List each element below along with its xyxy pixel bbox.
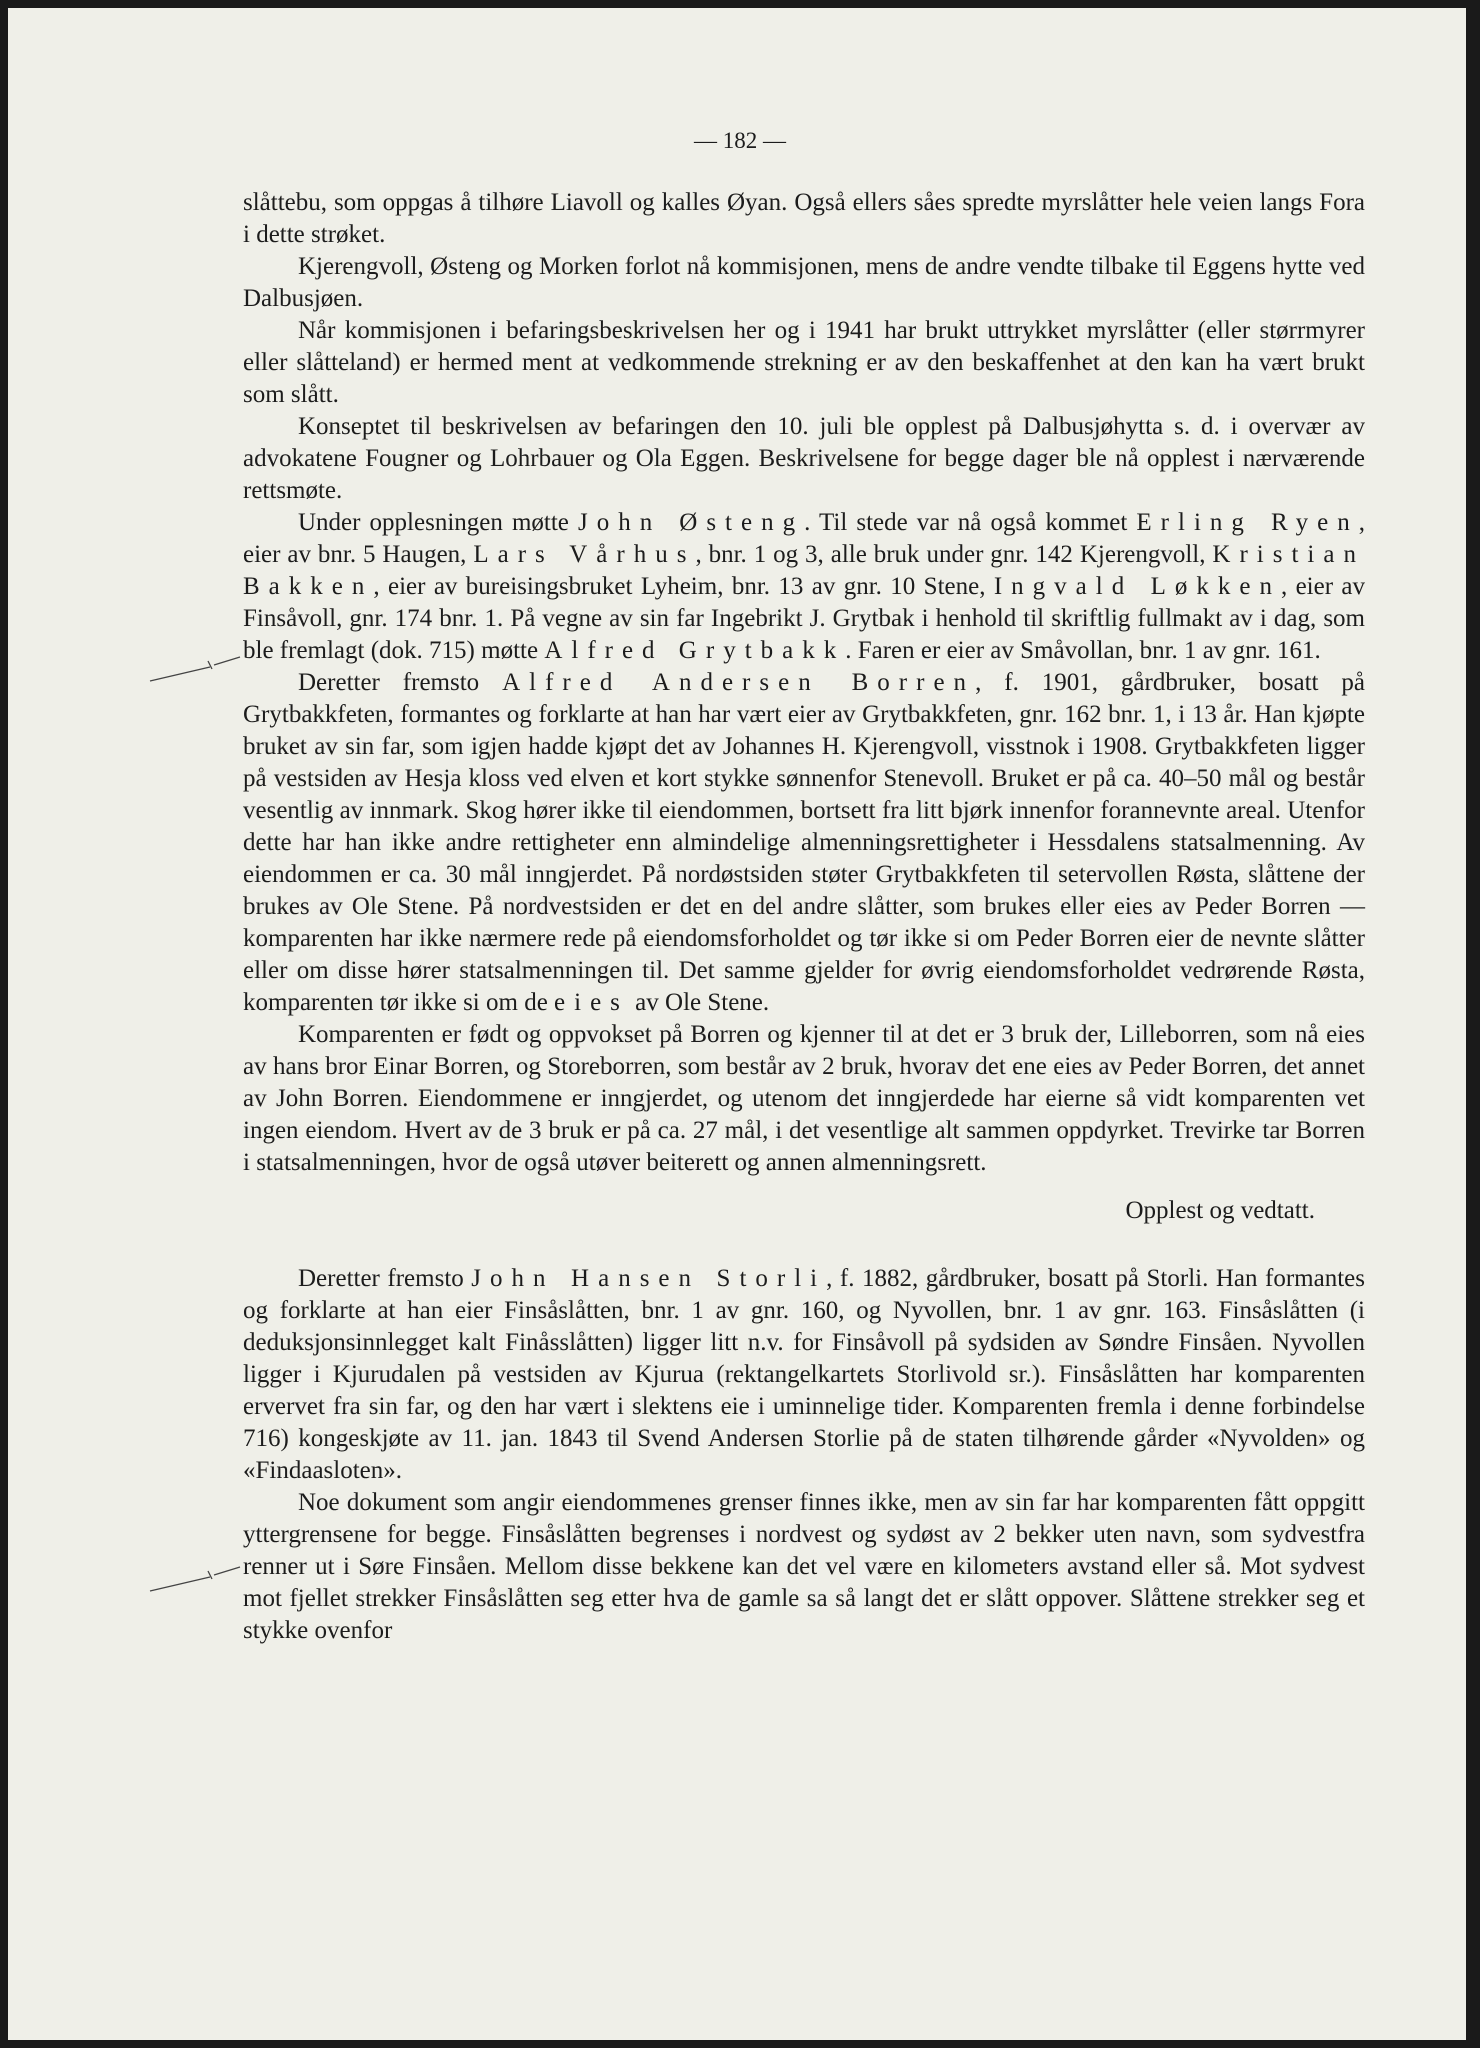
paragraph	[243, 1263, 1365, 1487]
text-run: Deretter fremsto	[298, 1265, 472, 1292]
paragraph	[243, 1019, 1365, 1179]
paragraph	[243, 315, 1365, 411]
paragraph	[243, 187, 1365, 251]
text-run: , f. 1901, gårdbruker, bosatt på Grytbakkfeten, formantes og forklarte at han har vært eier av Grytbakkfeten, gnr. 162 bnr. 1, i 13 år. Han kjøpte bruket av sin far, som igjen hadde kjøpt det av Johannes H. Kjerengvoll, visstnok i 1908. Grytbakkfeten ligger på vestsiden av Hesja kloss ved elven et kort stykke sønnenfor Stenevoll. Bruket er på ca. 40–50 mål og består vesentlig av innmark. Skog hører ikke til eiendommen, bortsett fra litt bjørk innenfor forannevnte areal. Utenfor dette har han ikke andre rettigheter enn almindelige almenningsrettigheter i Hessdalens statsalmenning. Av eiendommen er ca. 30 mål inngjerdet. På nordøstsiden støter Grytbakkfeten til setervollen Røsta, slåttene der brukes av Ole Stene. På nordvestsiden er det en del andre slåtter, som brukes eller eies av Peder Borren — komparenten har ikke nærmere rede på eiendomsforholdet og tør ikke si om Peder Borren eier de nevnte slåtter eller om disse hører statsalmenningen til. Det samme gjelder for øvrig eiendomsforholdet vedrørende Røsta, komparenten tør ikke si om de	[243, 669, 1365, 1016]
spaced-name: Erling Ryen	[1136, 509, 1359, 536]
text-run: Noe dokument som angir eiendommenes grenser finnes ikke, men av sin far har komparenten fått oppgitt yttergrensene for begge. Finsåslåtten begrenses i nordvest og sydøst av 2 bekker uten navn, som sydvestfra renner ut i Søre Finsåen. Mellom disse bekkene kan det vel være en kilometers avstand eller så. Mot sydvest mot fjellet strekker Finsåslåtten seg etter hva de gamle sa så langt det er slått oppover. Slåttene strekker seg et stykke ovenfor	[243, 1489, 1365, 1644]
text-run: , eier av Finsåvoll, gnr. 174 bnr. 1. På vegne av sin far Ingebrikt J. Grytbak i henhold til skriftlig fullmakt av i dag, som ble fremlagt (dok. 715) møtte	[243, 573, 1366, 664]
paragraph	[243, 1487, 1365, 1647]
margin-mark-pencil	[148, 1555, 243, 1595]
paragraph	[243, 507, 1365, 667]
text-run: Under opplesningen møtte	[298, 509, 578, 536]
spaced-name: John Østeng	[577, 509, 805, 536]
signoff-line	[243, 1195, 1315, 1227]
text-run: , bnr. 1 og 3, alle bruk under gnr. 142 Kjerengvoll,	[695, 541, 1213, 568]
text-run: , eier av bureisingsbruket Lyheim, bnr. 13 av gnr. 10 Stene,	[373, 573, 994, 600]
text-run: , eier av bnr. 5 Haugen,	[243, 509, 1365, 568]
section-gap	[243, 1227, 1365, 1263]
text-run: Kjerengvoll, Østeng og Morken forlot nå kommisjonen, mens de andre vendte tilbake til Eggens hytte ved Dalbusjøen.	[243, 253, 1365, 312]
text-run: . Faren er eier av Småvollan, bnr. 1 av gnr. 161.	[845, 637, 1321, 664]
text-run: . Til stede var nå også kommet	[804, 509, 1137, 536]
spaced-name: eies	[554, 989, 629, 1016]
spaced-name: Alfred Grytbakk	[544, 637, 846, 664]
text-run: , f. 1882, gårdbruker, bosatt på Storli. Han formantes og forklarte at han eier Finsåslåtten, bnr. 1 av gnr. 160, og Nyvollen, bnr. 1 av gnr. 163. Finsåslåtten (i deduksjonsinnlegget kalt Finåsslåtten) ligger litt n.v. for Finsåvoll på sydsiden av Søndre Finsåen. Nyvollen ligger i Kjurudalen på vestsiden av Kjurua (rektangelkartets Storlivold sr.). Finsåslåtten har komparenten ervervet fra sin far, og den har vært i slektens eie i uminnelige tider. Komparenten fremla i denne forbindelse 716) kongeskjøte av 11. jan. 1843 til Svend Andersen Storlie på de staten tilhørende gårder «Nyvolden» og «Findaasloten».	[243, 1265, 1365, 1484]
spaced-name: Lars Vårhus	[473, 541, 696, 568]
paragraph	[243, 251, 1365, 315]
text-run: Opplest og vedtatt.	[1125, 1197, 1315, 1224]
spaced-name: Kristian Bakken	[243, 541, 1365, 600]
text-run: Komparenten er født og oppvokset på Borren og kjenner til at det er 3 bruk der, Lilleborren, som nå eies av hans bror Einar Borren, og Storeborren, som består av 2 bruk, hvorav det ene eies av Peder Borren, det annet av John Borren. Eiendommene er inngjerdet, og utenom det inngjerdede har eierne så vidt komparenten vet ingen eiendom. Hvert av de 3 bruk er på ca. 27 mål, i det vesentlige alt sammen oppdyrket. Trevirke tar Borren i statsalmenningen, hvor de også utøver beiterett og annen almenningsrett.	[243, 1021, 1365, 1176]
text-run: Deretter fremsto	[298, 669, 503, 696]
spaced-name: John Hansen Storli	[471, 1265, 827, 1292]
spaced-name: Alfred Andersen Borren	[502, 669, 976, 696]
text-run: Konseptet til beskrivelsen av befaringen den 10. juli ble opplest på Dalbusjøhytta s. d. i overvær av advokatene Fougner og Lohrbauer og Ola Eggen. Beskrivelsene for begge dager ble nå opplest i nærværende rettsmøte.	[243, 413, 1365, 504]
text-run: Når kommisjonen i befaringsbeskrivelsen her og i 1941 har brukt uttrykket myrslåtter (eller størrmyrer eller slåtteland) er hermed ment at vedkommende strekning er av den beskaffenhet at den kan ha vært brukt som slått.	[243, 317, 1365, 408]
margin-mark-pencil	[148, 645, 243, 685]
text-run: slåttebu, som oppgas å tilhøre Liavoll og kalles Øyan. Også ellers såes spredte myrslåtter hele veien langs Fora i dette strøket.	[243, 189, 1365, 248]
paragraph	[243, 411, 1365, 507]
page-number: — 182 —	[694, 128, 786, 153]
spaced-name: Ingvald Løkken	[993, 573, 1281, 600]
paragraph	[243, 667, 1365, 1019]
document-body	[243, 187, 1365, 1647]
text-run: av Ole Stene.	[628, 989, 770, 1016]
